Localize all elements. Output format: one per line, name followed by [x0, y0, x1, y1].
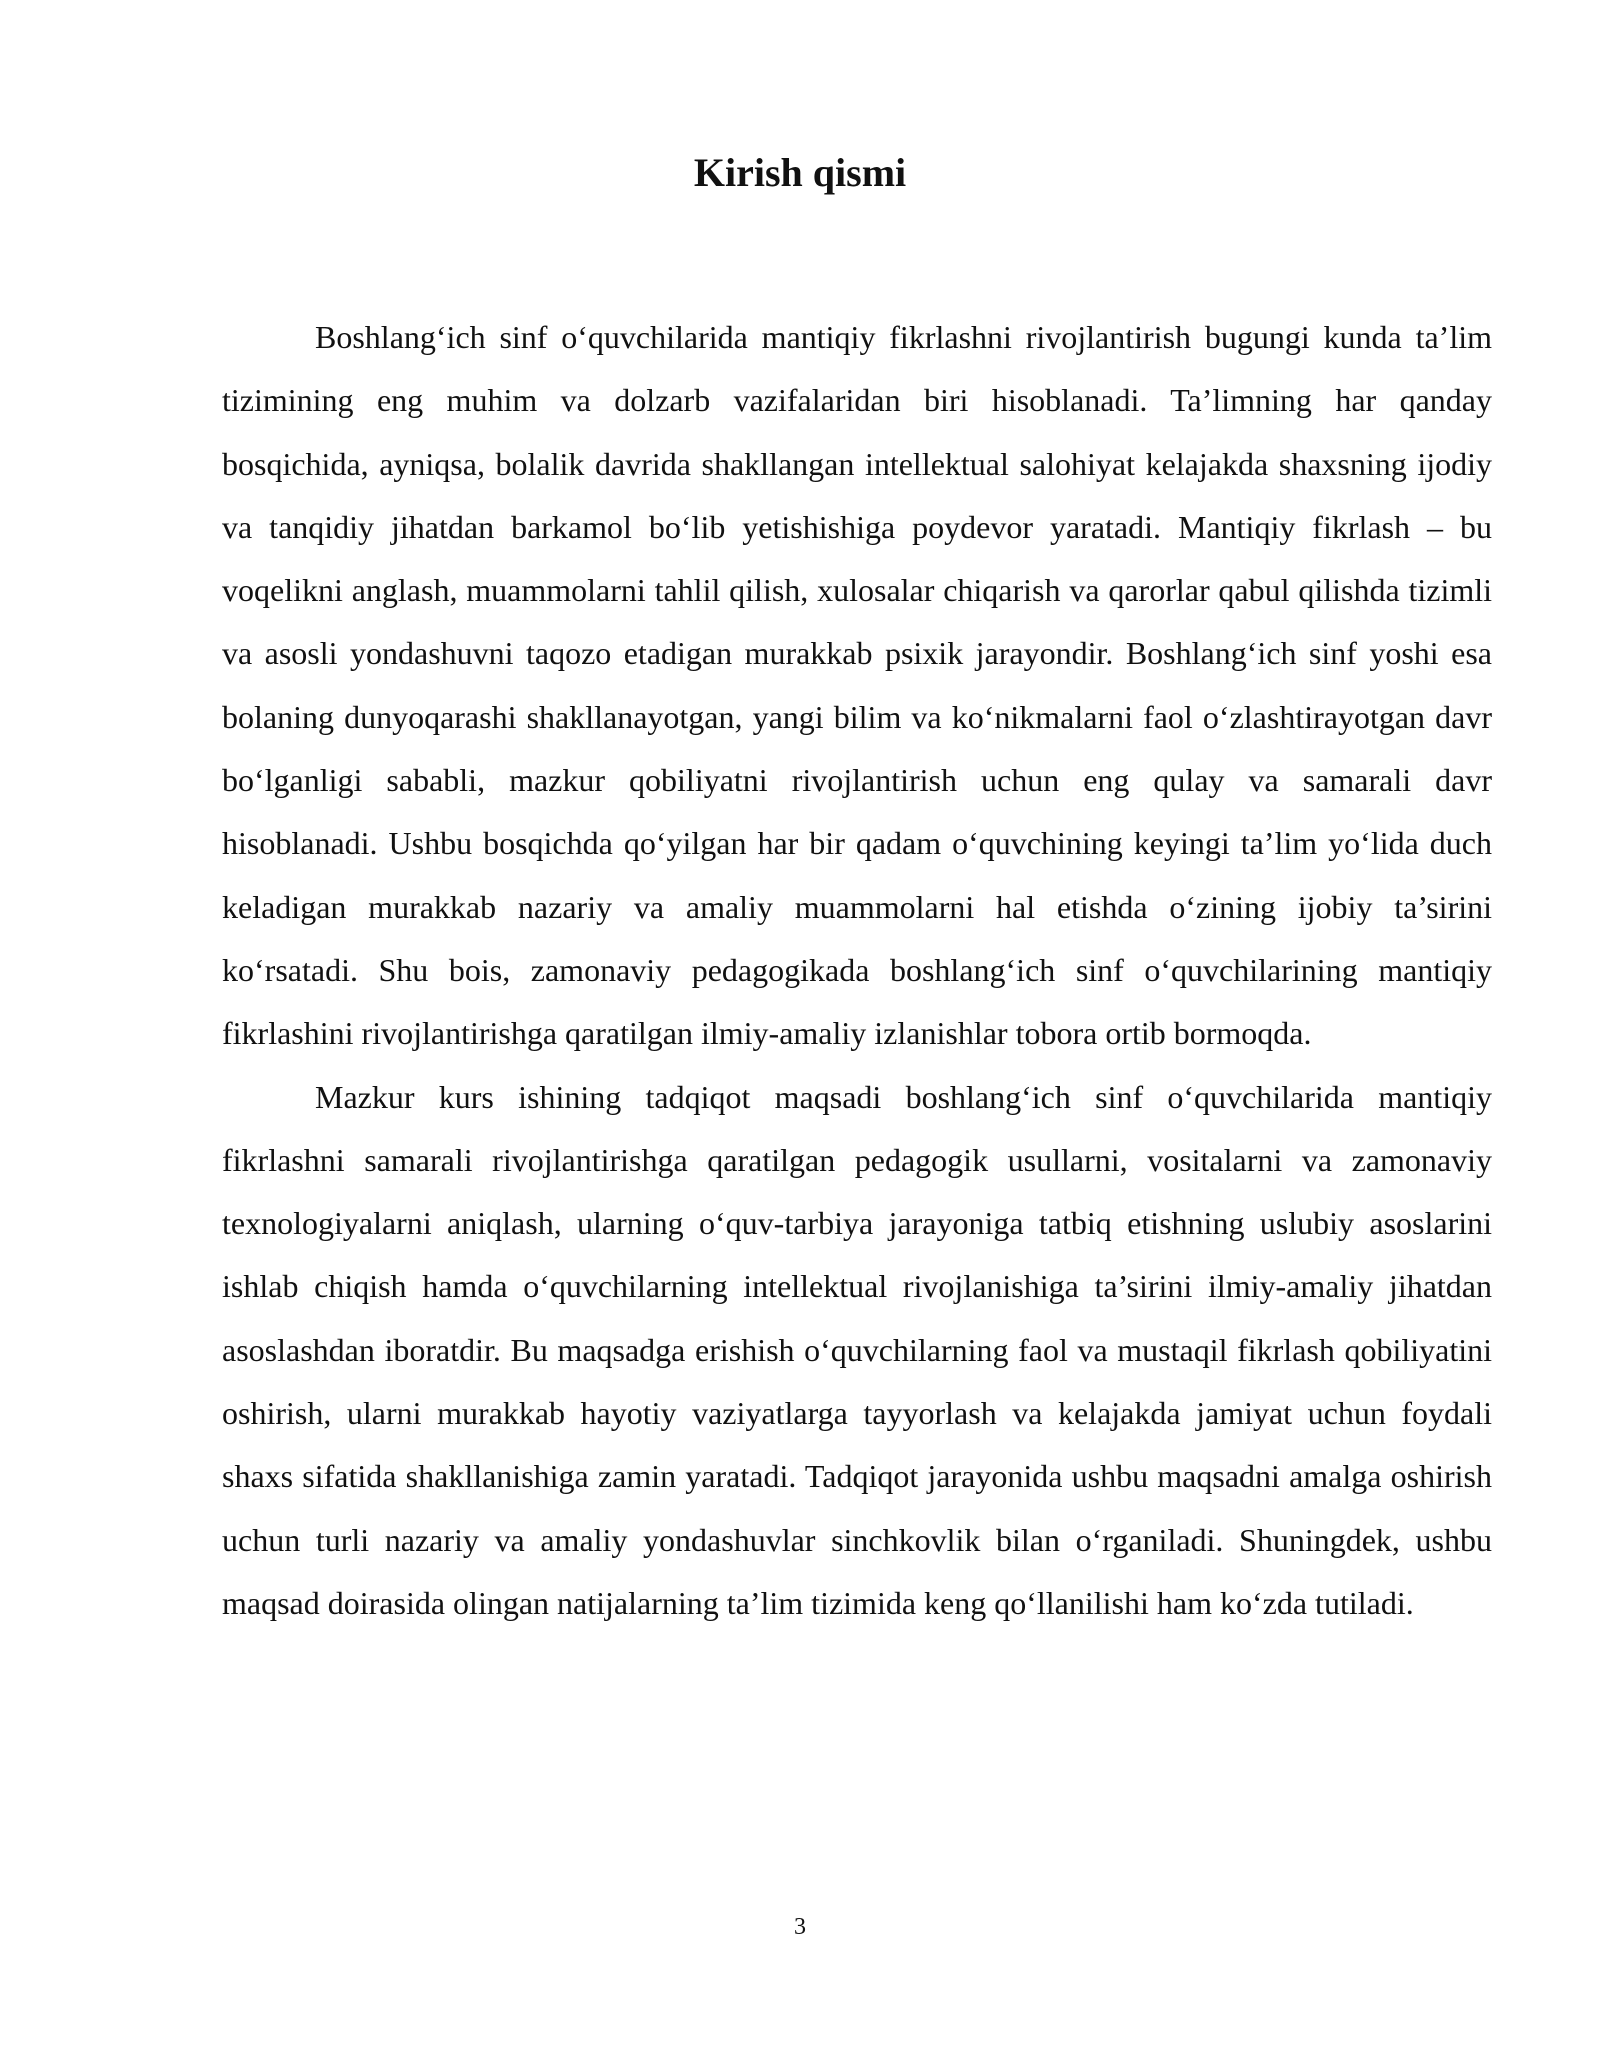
paragraph-2: Mazkur kurs ishining tadqiqot maqsadi boshlang‘ich sinf o‘quvchilarida mantiqiy fikrlashni samarali rivojlantirishga qaratilgan pedagogik usullarni, vositalarni va zamonaviy texnologiyalarni aniqlash, ularning o‘quv-tarbiya jarayoniga tatbiq etishning uslubiy asoslarini ishlab chiqish hamda o‘quvchilarning intellektual rivojlanishiga ta’sirini ilmiy-amaliy jihatdan asoslashdan iboratdir. Bu maqsadga erishish o‘quvchilarning faol va mustaqil fikrlash qobiliyatini oshirish, ularni murakkab hayotiy vaziyatlarga tayyorlash va kelajakda jamiyat uchun foydali shaxs sifatida shakllanishiga zamin yaratadi. Tadqiqot jarayonida ushbu maqsadni amalga oshirish uchun turli nazariy va amaliy yondashuvlar sinchkovlik bilan o‘rganiladi. Shuningdek, ushbu maqsad doirasida olingan natijalarning ta’lim tizimida keng qo‘llanilishi ham ko‘zda tutiladi. — [222, 1078, 1492, 1621]
body-text — [222, 306, 1492, 1635]
page-number: 3 — [794, 1914, 806, 1940]
paragraph-1: Boshlang‘ich sinf o‘quvchilarida mantiqiy fikrlashni rivojlantirish bugungi kunda ta’lim tizimining eng muhim va dolzarb vazifalaridan biri hisoblanadi. Ta’limning har qanday bosqichida, ayniqsa, bolalik davrida shakllangan intellektual salohiyat kelajakda shaxsning ijodiy va tanqidiy jihatdan barkamol bo‘lib yetishishiga poydevor yaratadi. Mantiqiy fikrlash – bu voqelikni anglash, muammolarni tahlil qilish, xulosalar chiqarish va qarorlar qabul qilishda tizimli va asosli yondashuvni taqozo etadigan murakkab psixik jarayondir. Boshlang‘ich sinf yoshi esa bolaning dunyoqarashi shakllanayotgan, yangi bilim va ko‘nikmalarni faol o‘zlashtirayotgan davr bo‘lganligi sababli, mazkur qobiliyatni rivojlantirish uchun eng qulay va samarali davr hisoblanadi. Ushbu bosqichda qo‘yilgan har bir qadam o‘quvchining keyingi ta’lim yo‘lida duch keladigan murakkab nazariy va amaliy muammolarni hal etishda o‘zining ijobiy ta’sirini ko‘rsatadi. Shu bois, zamonaviy pedagogikada boshlang‘ich sinf o‘quvchilarining mantiqiy fikrlashini rivojlantirishga qaratilgan ilmiy-amaliy izlanishlar tobora ortib bormoqda. — [222, 319, 1492, 1052]
page-title: Kirish qismi — [693, 150, 907, 195]
